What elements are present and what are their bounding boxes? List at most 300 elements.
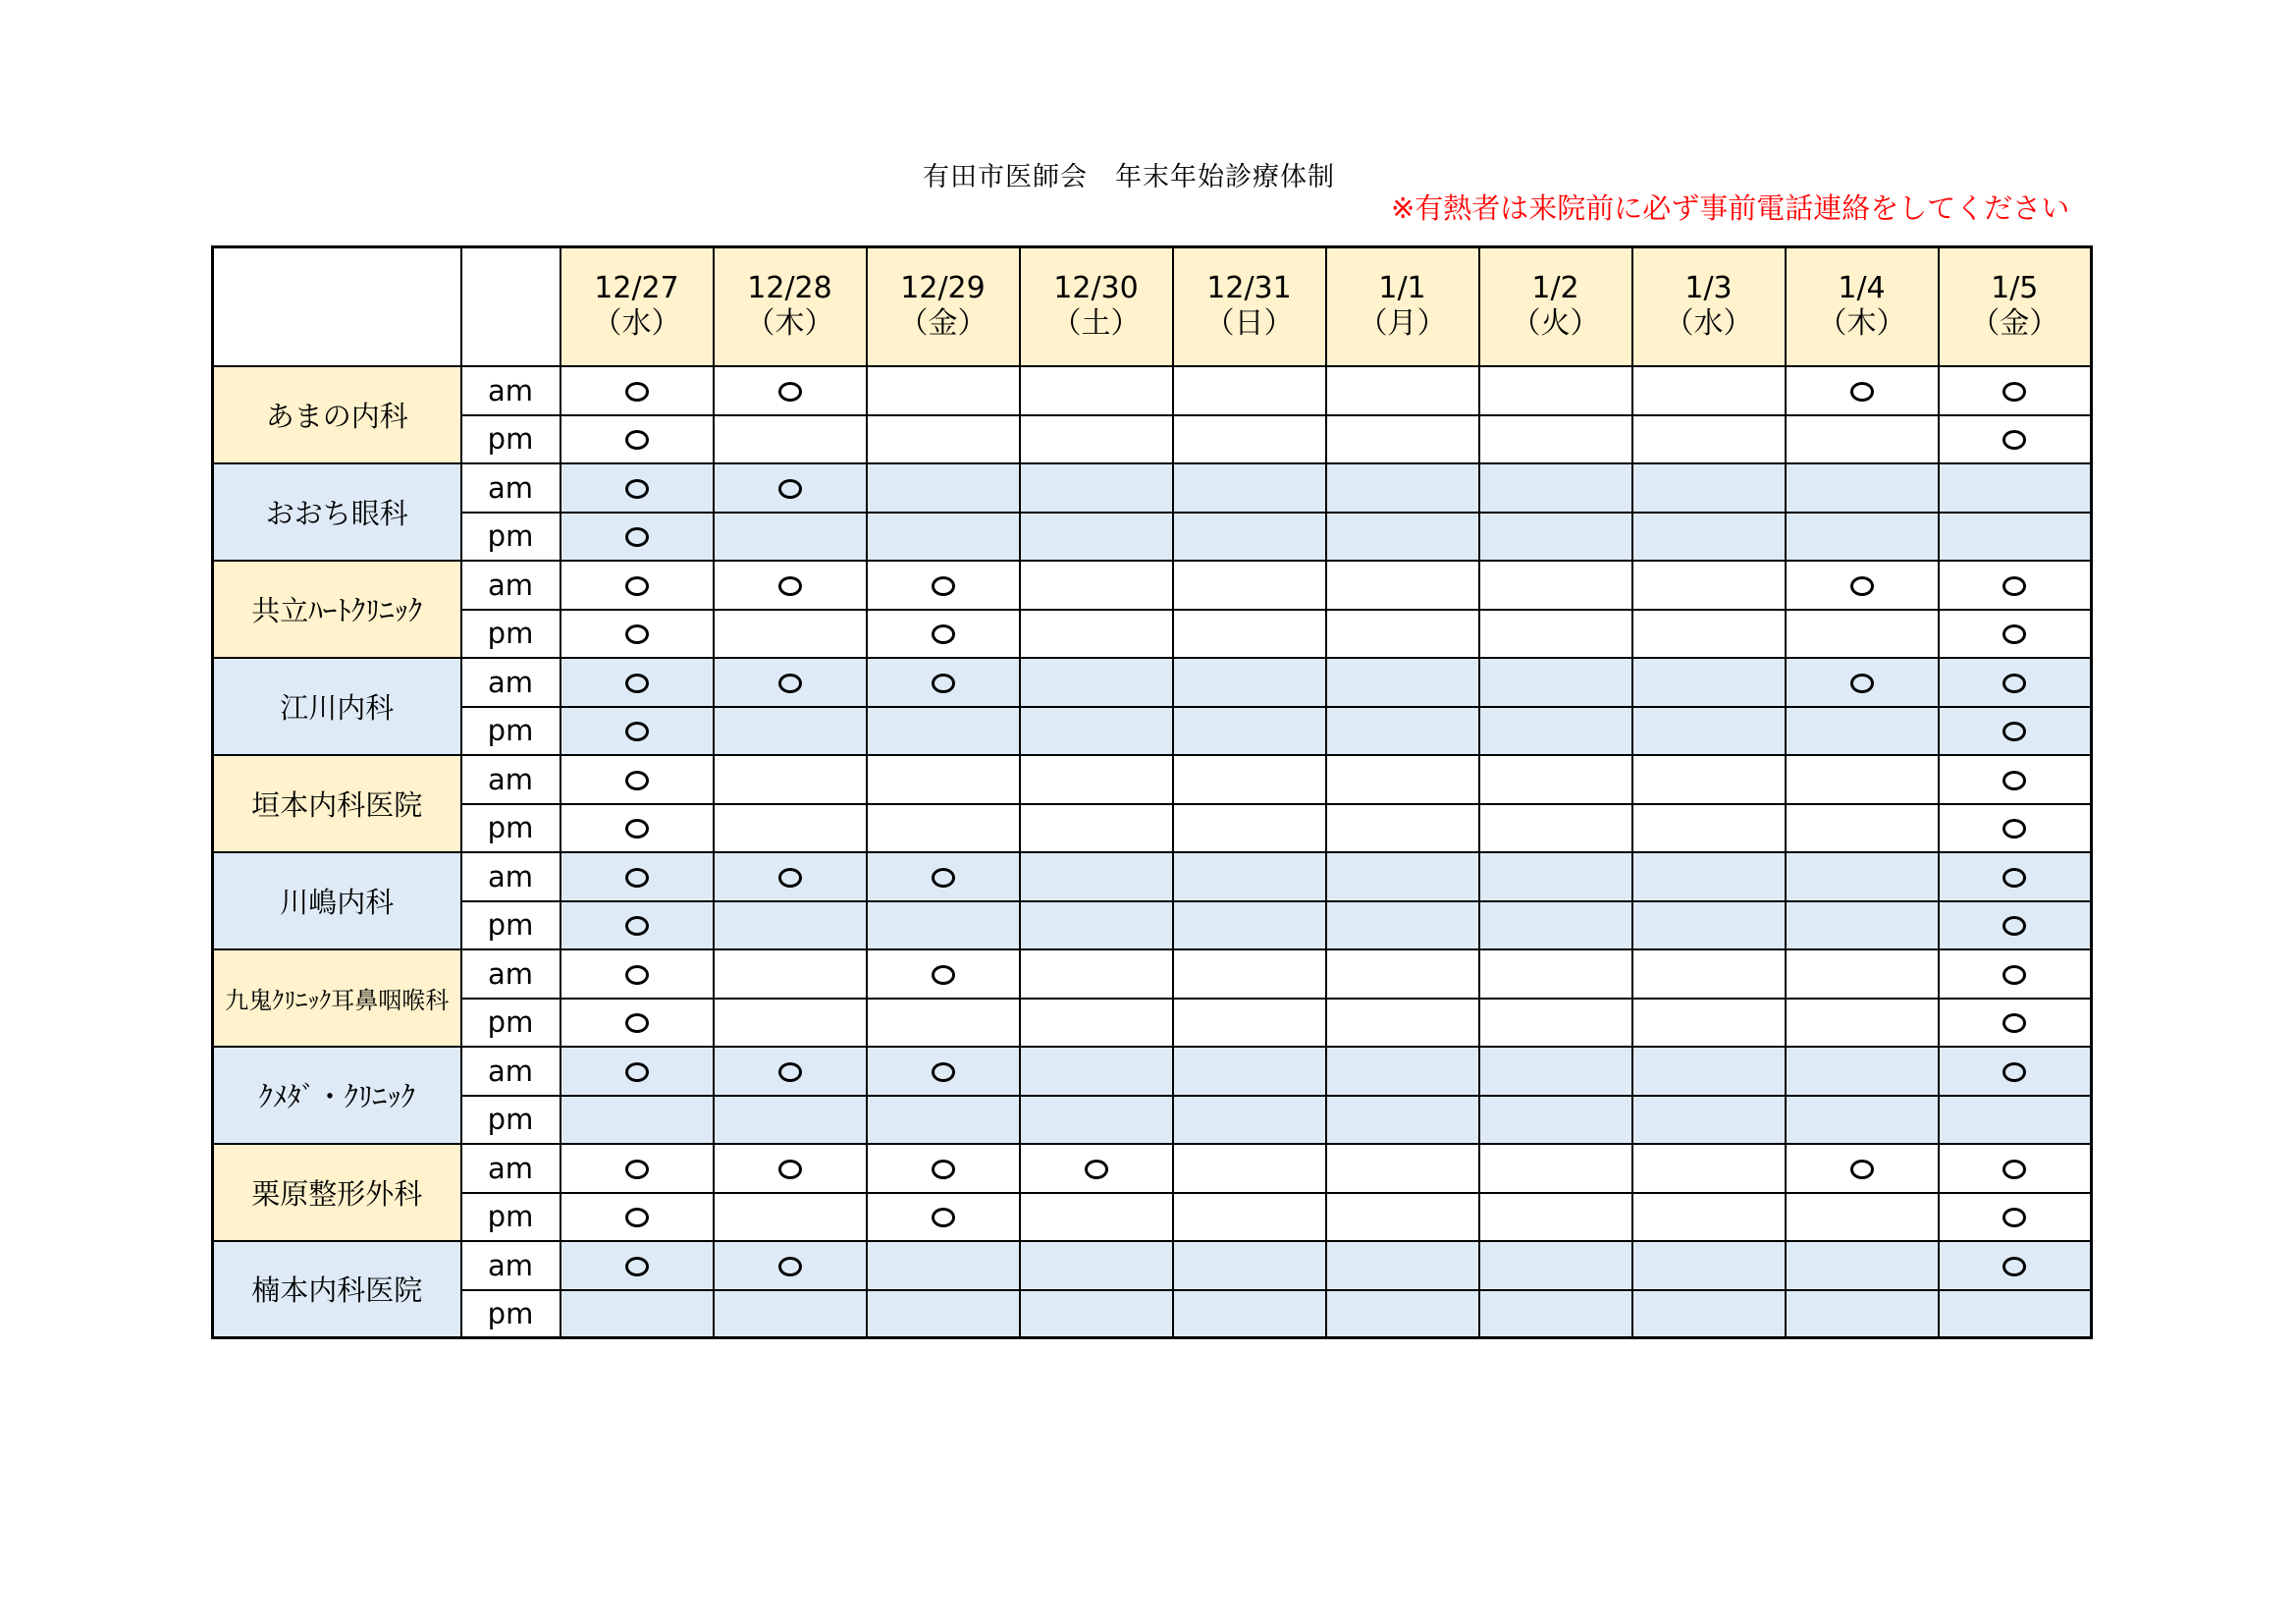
schedule-cell (1020, 1047, 1173, 1096)
schedule-cell (1632, 1144, 1786, 1193)
schedule-cell (867, 415, 1020, 463)
date-label: 12/31 (1206, 271, 1292, 306)
schedule-cell (1632, 415, 1786, 463)
period-label: am (461, 463, 561, 513)
schedule-cell (1939, 1241, 2092, 1290)
schedule-cell (1786, 610, 1939, 658)
open-circle-icon (625, 722, 649, 741)
schedule-row (213, 1241, 2092, 1290)
schedule-cell (1020, 1144, 1173, 1193)
schedule-cell (1173, 755, 1326, 804)
schedule-cell (1326, 755, 1479, 804)
open-circle-icon (625, 771, 649, 790)
date-header-cell (867, 247, 1020, 366)
schedule-cell (1020, 755, 1173, 804)
date-header-cell (1786, 247, 1939, 366)
schedule-cell (1326, 1290, 1479, 1338)
date-label: 12/29 (900, 271, 986, 306)
period-label: pm (461, 1096, 561, 1144)
schedule-cell (714, 415, 867, 463)
schedule-row (213, 901, 2092, 949)
schedule-cell (1939, 415, 2092, 463)
schedule-cell (714, 658, 867, 707)
schedule-cell (1632, 1241, 1786, 1290)
corner-cell (213, 247, 461, 366)
schedule-cell (561, 610, 714, 658)
schedule-cell (1939, 949, 2092, 999)
period-label: pm (461, 901, 561, 949)
schedule-cell (1020, 901, 1173, 949)
schedule-cell (1020, 1096, 1173, 1144)
schedule-cell (1632, 852, 1786, 901)
schedule-cell (1173, 366, 1326, 415)
schedule-cell (1786, 852, 1939, 901)
schedule-cell (714, 949, 867, 999)
page-title: 有田市医師会 年末年始診療体制 (923, 162, 1335, 192)
date-label: 12/30 (1053, 271, 1139, 306)
schedule-cell (1632, 463, 1786, 513)
schedule-cell (1479, 463, 1632, 513)
schedule-cell (1173, 1193, 1326, 1241)
schedule-cell (1786, 804, 1939, 852)
schedule-cell (561, 1290, 714, 1338)
clinic-name: 楠本内科医院 (213, 1241, 461, 1338)
open-circle-icon (2002, 1257, 2026, 1276)
schedule-cell (1479, 1193, 1632, 1241)
open-circle-icon (625, 1257, 649, 1276)
holiday-schedule-table (211, 245, 2093, 1339)
open-circle-icon (932, 1160, 955, 1179)
open-circle-icon (625, 1160, 649, 1179)
open-circle-icon (2002, 771, 2026, 790)
schedule-cell (1786, 513, 1939, 561)
schedule-cell (1939, 1144, 2092, 1193)
schedule-cell (1173, 658, 1326, 707)
schedule-cell (1326, 804, 1479, 852)
schedule-cell (1632, 513, 1786, 561)
schedule-cell (1479, 513, 1632, 561)
weekday-label: （水） (592, 306, 681, 342)
period-label: pm (461, 610, 561, 658)
schedule-cell (1479, 1096, 1632, 1144)
schedule-cell (1786, 561, 1939, 610)
date-label: 1/5 (1991, 271, 2039, 306)
date-header-cell (1326, 247, 1479, 366)
schedule-cell (561, 1193, 714, 1241)
schedule-row (213, 1096, 2092, 1144)
schedule-cell (1173, 1144, 1326, 1193)
schedule-cell (1173, 1241, 1326, 1290)
schedule-cell (1939, 755, 2092, 804)
schedule-cell (1939, 901, 2092, 949)
open-circle-icon (2002, 1160, 2026, 1179)
open-circle-icon (2002, 819, 2026, 839)
schedule-cell (1939, 1290, 2092, 1338)
schedule-cell (1479, 366, 1632, 415)
schedule-row (213, 415, 2092, 463)
schedule-cell (867, 755, 1020, 804)
open-circle-icon (778, 576, 802, 596)
clinic-name: 川嶋内科 (213, 852, 461, 949)
schedule-cell (1939, 561, 2092, 610)
period-label: pm (461, 804, 561, 852)
weekday-label: （金） (898, 306, 988, 342)
schedule-cell (1786, 1096, 1939, 1144)
schedule-cell (1326, 1241, 1479, 1290)
open-circle-icon (2002, 1208, 2026, 1227)
open-circle-icon (932, 674, 955, 693)
clinic-name: 九鬼ｸﾘﾆｯｸ耳鼻咽喉科 (213, 949, 461, 1047)
schedule-cell (1632, 1047, 1786, 1096)
date-label: 1/2 (1531, 271, 1579, 306)
open-circle-icon (2002, 1013, 2026, 1033)
schedule-cell (714, 999, 867, 1047)
schedule-cell (867, 1241, 1020, 1290)
schedule-cell (1632, 1290, 1786, 1338)
schedule-cell (1786, 999, 1939, 1047)
date-label: 12/28 (747, 271, 832, 306)
schedule-cell (1786, 1290, 1939, 1338)
schedule-cell (1479, 804, 1632, 852)
schedule-cell (714, 804, 867, 852)
schedule-cell (1479, 658, 1632, 707)
schedule-cell (1939, 1193, 2092, 1241)
schedule-row (213, 658, 2092, 707)
schedule-cell (1479, 1290, 1632, 1338)
schedule-cell (714, 1096, 867, 1144)
schedule-cell (1020, 949, 1173, 999)
schedule-cell (1173, 901, 1326, 949)
open-circle-icon (932, 576, 955, 596)
schedule-cell (1479, 755, 1632, 804)
schedule-cell (561, 707, 714, 755)
schedule-cell (1632, 1096, 1786, 1144)
schedule-cell (1479, 1047, 1632, 1096)
schedule-cell (1020, 463, 1173, 513)
open-circle-icon (625, 1013, 649, 1033)
schedule-cell (1786, 1144, 1939, 1193)
weekday-label: （木） (1817, 306, 1906, 342)
period-label: am (461, 755, 561, 804)
schedule-row (213, 366, 2092, 415)
open-circle-icon (625, 674, 649, 693)
schedule-cell (1939, 707, 2092, 755)
open-circle-icon (778, 1257, 802, 1276)
schedule-cell (1173, 513, 1326, 561)
open-circle-icon (625, 479, 649, 499)
open-circle-icon (778, 1062, 802, 1082)
period-label: pm (461, 415, 561, 463)
schedule-cell (1939, 366, 2092, 415)
schedule-cell (1020, 804, 1173, 852)
period-label: am (461, 1241, 561, 1290)
weekday-label: （金） (1970, 306, 2059, 342)
schedule-cell (1786, 949, 1939, 999)
open-circle-icon (932, 624, 955, 644)
schedule-cell (867, 513, 1020, 561)
schedule-cell (1786, 658, 1939, 707)
schedule-cell (714, 1241, 867, 1290)
open-circle-icon (932, 1062, 955, 1082)
period-label: am (461, 658, 561, 707)
schedule-cell (1326, 707, 1479, 755)
schedule-cell (1326, 1096, 1479, 1144)
schedule-row (213, 513, 2092, 561)
schedule-cell (1632, 755, 1786, 804)
schedule-cell (1632, 610, 1786, 658)
schedule-cell (1020, 415, 1173, 463)
schedule-cell (1326, 1144, 1479, 1193)
weekday-label: （土） (1051, 306, 1141, 342)
schedule-cell (1326, 513, 1479, 561)
schedule-cell (1786, 1193, 1939, 1241)
schedule-cell (867, 804, 1020, 852)
schedule-cell (1479, 901, 1632, 949)
schedule-cell (1173, 415, 1326, 463)
schedule-cell (1786, 1047, 1939, 1096)
schedule-cell (1479, 561, 1632, 610)
schedule-cell (1326, 852, 1479, 901)
schedule-cell (1786, 463, 1939, 513)
schedule-cell (867, 852, 1020, 901)
schedule-cell (867, 1144, 1020, 1193)
weekday-label: （木） (745, 306, 834, 342)
schedule-cell (1326, 999, 1479, 1047)
schedule-cell (1632, 561, 1786, 610)
schedule-cell (867, 1047, 1020, 1096)
schedule-cell (1632, 707, 1786, 755)
schedule-cell (561, 901, 714, 949)
clinic-name: ｸﾒﾀﾞ・ｸﾘﾆｯｸ (213, 1047, 461, 1144)
open-circle-icon (2002, 576, 2026, 596)
open-circle-icon (625, 576, 649, 596)
schedule-row (213, 610, 2092, 658)
schedule-cell (561, 755, 714, 804)
weekday-label: （月） (1358, 306, 1447, 342)
schedule-cell (1326, 1193, 1479, 1241)
open-circle-icon (2002, 965, 2026, 985)
schedule-cell (561, 949, 714, 999)
weekday-label: （日） (1204, 306, 1294, 342)
period-label: pm (461, 999, 561, 1047)
schedule-cell (1786, 755, 1939, 804)
schedule-cell (867, 1096, 1020, 1144)
open-circle-icon (625, 868, 649, 888)
schedule-cell (1326, 1047, 1479, 1096)
open-circle-icon (778, 1160, 802, 1179)
schedule-row (213, 707, 2092, 755)
open-circle-icon (778, 382, 802, 402)
schedule-cell (561, 366, 714, 415)
open-circle-icon (2002, 868, 2026, 888)
schedule-cell (1173, 561, 1326, 610)
open-circle-icon (625, 382, 649, 402)
schedule-cell (1020, 610, 1173, 658)
schedule-cell (1479, 707, 1632, 755)
schedule-cell (1939, 1047, 2092, 1096)
schedule-cell (1479, 949, 1632, 999)
clinic-name: おおち眼科 (213, 463, 461, 561)
open-circle-icon (932, 1208, 955, 1227)
schedule-cell (867, 1193, 1020, 1241)
schedule-cell (1173, 949, 1326, 999)
schedule-cell (1326, 901, 1479, 949)
schedule-cell (561, 999, 714, 1047)
period-label: pm (461, 1290, 561, 1338)
open-circle-icon (2002, 674, 2026, 693)
schedule-cell (1326, 658, 1479, 707)
schedule-cell (1786, 1241, 1939, 1290)
schedule-cell (714, 1047, 867, 1096)
schedule-row (213, 804, 2092, 852)
period-label: am (461, 561, 561, 610)
schedule-cell (1173, 1290, 1326, 1338)
schedule-cell (867, 658, 1020, 707)
schedule-cell (1173, 1047, 1326, 1096)
schedule-cell (1939, 999, 2092, 1047)
schedule-cell (867, 463, 1020, 513)
schedule-cell (1939, 804, 2092, 852)
open-circle-icon (1850, 382, 1874, 402)
schedule-cell (1020, 561, 1173, 610)
schedule-row (213, 755, 2092, 804)
schedule-cell (1479, 610, 1632, 658)
date-label: 1/3 (1684, 271, 1733, 306)
schedule-cell (561, 561, 714, 610)
date-header-cell (1173, 247, 1326, 366)
schedule-cell (561, 1096, 714, 1144)
schedule-cell (1020, 707, 1173, 755)
schedule-cell (561, 1047, 714, 1096)
schedule-row (213, 949, 2092, 999)
schedule-cell (1326, 415, 1479, 463)
date-header-cell (1939, 247, 2092, 366)
schedule-cell (714, 1290, 867, 1338)
schedule-cell (1173, 852, 1326, 901)
schedule-cell (714, 755, 867, 804)
schedule-cell (867, 707, 1020, 755)
schedule-cell (714, 1193, 867, 1241)
date-label: 1/1 (1378, 271, 1426, 306)
schedule-cell (561, 1241, 714, 1290)
schedule-cell (1632, 366, 1786, 415)
schedule-cell (1326, 366, 1479, 415)
schedule-row (213, 561, 2092, 610)
schedule-cell (1786, 707, 1939, 755)
schedule-cell (867, 901, 1020, 949)
schedule-cell (1786, 901, 1939, 949)
open-circle-icon (1850, 576, 1874, 596)
schedule-cell (867, 1290, 1020, 1338)
schedule-cell (867, 366, 1020, 415)
schedule-cell (1632, 901, 1786, 949)
schedule-cell (867, 999, 1020, 1047)
weekday-label: （火） (1511, 306, 1600, 342)
open-circle-icon (2002, 382, 2026, 402)
schedule-cell (1479, 1241, 1632, 1290)
schedule-row (213, 852, 2092, 901)
schedule-cell (1479, 415, 1632, 463)
date-header-cell (714, 247, 867, 366)
schedule-cell (561, 852, 714, 901)
schedule-cell (1326, 463, 1479, 513)
open-circle-icon (625, 624, 649, 644)
schedule-cell (714, 1144, 867, 1193)
open-circle-icon (2002, 916, 2026, 936)
schedule-cell (714, 561, 867, 610)
open-circle-icon (2002, 624, 2026, 644)
period-header-cell (461, 247, 561, 366)
open-circle-icon (625, 819, 649, 839)
open-circle-icon (625, 1062, 649, 1082)
schedule-cell (1020, 366, 1173, 415)
period-label: am (461, 366, 561, 415)
schedule-cell (714, 366, 867, 415)
period-label: pm (461, 513, 561, 561)
schedule-cell (1786, 415, 1939, 463)
schedule-cell (561, 513, 714, 561)
schedule-cell (1020, 852, 1173, 901)
open-circle-icon (778, 868, 802, 888)
schedule-cell (867, 561, 1020, 610)
schedule-cell (714, 852, 867, 901)
open-circle-icon (1850, 674, 1874, 693)
schedule-cell (1632, 999, 1786, 1047)
clinic-name: 共立ﾊｰﾄｸﾘﾆｯｸ (213, 561, 461, 658)
schedule-cell (1479, 1144, 1632, 1193)
open-circle-icon (1850, 1160, 1874, 1179)
schedule-row (213, 1144, 2092, 1193)
schedule-cell (1326, 561, 1479, 610)
schedule-cell (1786, 366, 1939, 415)
schedule-cell (1020, 513, 1173, 561)
period-label: am (461, 949, 561, 999)
clinic-name: 江川内科 (213, 658, 461, 755)
weekday-label: （水） (1664, 306, 1753, 342)
schedule-row (213, 1290, 2092, 1338)
schedule-cell (714, 610, 867, 658)
schedule-cell (1939, 513, 2092, 561)
schedule-cell (1020, 1241, 1173, 1290)
period-label: am (461, 852, 561, 901)
clinic-name: 垣本内科医院 (213, 755, 461, 852)
schedule-cell (1020, 999, 1173, 1047)
schedule-cell (1020, 658, 1173, 707)
period-label: am (461, 1047, 561, 1096)
period-label: pm (461, 707, 561, 755)
schedule-cell (1939, 610, 2092, 658)
open-circle-icon (2002, 722, 2026, 741)
schedule-cell (1939, 1096, 2092, 1144)
schedule-cell (867, 610, 1020, 658)
schedule-row (213, 463, 2092, 513)
schedule-cell (1939, 658, 2092, 707)
open-circle-icon (625, 430, 649, 450)
date-label: 1/4 (1838, 271, 1886, 306)
date-header-cell (1632, 247, 1786, 366)
schedule-cell (1173, 707, 1326, 755)
schedule-cell (714, 463, 867, 513)
open-circle-icon (1085, 1160, 1108, 1179)
open-circle-icon (932, 868, 955, 888)
schedule-cell (1479, 852, 1632, 901)
schedule-cell (1939, 852, 2092, 901)
schedule-cell (561, 463, 714, 513)
schedule-row (213, 1193, 2092, 1241)
schedule-cell (1173, 804, 1326, 852)
schedule-cell (1173, 463, 1326, 513)
schedule-cell (1020, 1193, 1173, 1241)
